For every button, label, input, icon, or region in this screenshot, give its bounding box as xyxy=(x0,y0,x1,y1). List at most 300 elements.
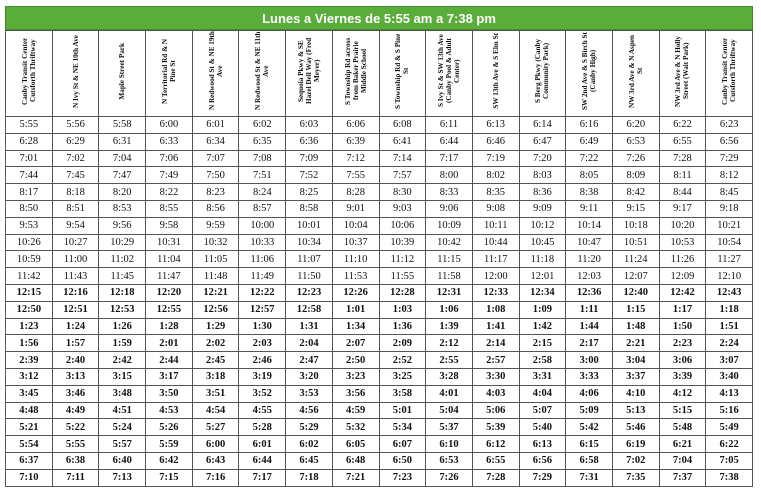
time-cell: 8:24 xyxy=(239,184,286,201)
timetable-header-row xyxy=(6,31,753,117)
time-cell: 11:53 xyxy=(332,268,379,285)
time-cell: 10:33 xyxy=(239,234,286,251)
time-cell: 1:50 xyxy=(659,318,706,335)
time-cell: 6:16 xyxy=(566,117,613,134)
time-cell: 7:08 xyxy=(239,150,286,167)
time-cell: 10:14 xyxy=(566,217,613,234)
time-cell: 7:17 xyxy=(239,469,286,486)
column-header-label: Canby Transit Center Cutsforth Thriftway xyxy=(20,37,37,105)
time-cell: 5:34 xyxy=(379,419,426,436)
time-cell: 3:15 xyxy=(99,368,146,385)
time-cell: 9:08 xyxy=(472,200,519,217)
time-cell: 3:56 xyxy=(332,385,379,402)
time-cell: 4:51 xyxy=(99,402,146,419)
time-cell: 8:05 xyxy=(566,167,613,184)
time-cell: 4:59 xyxy=(332,402,379,419)
time-cell: 6:48 xyxy=(332,452,379,469)
time-cell: 9:09 xyxy=(519,200,566,217)
time-cell: 1:26 xyxy=(99,318,146,335)
time-cell: 7:11 xyxy=(52,469,99,486)
time-cell: 2:04 xyxy=(286,335,333,352)
time-cell: 7:37 xyxy=(659,469,706,486)
time-cell: 3:31 xyxy=(519,368,566,385)
table-row xyxy=(6,133,753,150)
time-cell: 1:34 xyxy=(332,318,379,335)
time-cell: 7:10 xyxy=(6,469,53,486)
time-cell: 2:39 xyxy=(6,352,53,369)
table-row xyxy=(6,251,753,268)
time-cell: 6:56 xyxy=(519,452,566,469)
column-header-label: SW 2nd Ave & S Birch St (Canby High) xyxy=(581,32,598,110)
time-cell: 11:00 xyxy=(52,251,99,268)
time-cell: 8:03 xyxy=(519,167,566,184)
time-cell: 3:50 xyxy=(146,385,193,402)
time-cell: 7:14 xyxy=(379,150,426,167)
time-cell: 11:20 xyxy=(566,251,613,268)
time-cell: 3:23 xyxy=(332,368,379,385)
time-cell: 9:58 xyxy=(146,217,193,234)
column-header xyxy=(659,31,706,117)
time-cell: 6:29 xyxy=(52,133,99,150)
time-cell: 8:38 xyxy=(566,184,613,201)
time-cell: 4:13 xyxy=(706,385,753,402)
time-cell: 4:55 xyxy=(239,402,286,419)
time-cell: 5:28 xyxy=(239,419,286,436)
column-header xyxy=(99,31,146,117)
time-cell: 5:46 xyxy=(612,419,659,436)
time-cell: 6:47 xyxy=(519,133,566,150)
time-cell: 5:49 xyxy=(706,419,753,436)
table-row xyxy=(6,368,753,385)
time-cell: 5:55 xyxy=(52,436,99,453)
time-cell: 1:48 xyxy=(612,318,659,335)
time-cell: 5:04 xyxy=(426,402,473,419)
time-cell: 6:13 xyxy=(472,117,519,134)
time-cell: 3:25 xyxy=(379,368,426,385)
time-cell: 12:16 xyxy=(52,284,99,301)
time-cell: 6:40 xyxy=(99,452,146,469)
time-cell: 9:56 xyxy=(99,217,146,234)
time-cell: 7:29 xyxy=(706,150,753,167)
time-cell: 7:28 xyxy=(659,150,706,167)
column-header xyxy=(706,31,753,117)
time-cell: 9:01 xyxy=(332,200,379,217)
column-header xyxy=(519,31,566,117)
time-cell: 2:42 xyxy=(99,352,146,369)
time-cell: 8:33 xyxy=(426,184,473,201)
time-cell: 2:23 xyxy=(659,335,706,352)
time-cell: 11:43 xyxy=(52,268,99,285)
time-cell: 5:32 xyxy=(332,419,379,436)
column-header xyxy=(146,31,193,117)
time-cell: 7:09 xyxy=(286,150,333,167)
time-cell: 7:07 xyxy=(192,150,239,167)
column-header-label: Canby Transit Center Cutsforth Thriftway xyxy=(721,37,738,105)
time-cell: 7:50 xyxy=(192,167,239,184)
time-cell: 10:26 xyxy=(6,234,53,251)
time-cell: 7:01 xyxy=(6,150,53,167)
time-cell: 6:13 xyxy=(519,436,566,453)
time-cell: 6:05 xyxy=(332,436,379,453)
time-cell: 3:46 xyxy=(52,385,99,402)
time-cell: 9:06 xyxy=(426,200,473,217)
column-header xyxy=(566,31,613,117)
time-cell: 11:02 xyxy=(99,251,146,268)
time-cell: 6:53 xyxy=(612,133,659,150)
time-cell: 6:44 xyxy=(426,133,473,150)
time-cell: 10:06 xyxy=(379,217,426,234)
time-cell: 10:42 xyxy=(426,234,473,251)
time-cell: 5:56 xyxy=(52,117,99,134)
time-cell: 6:44 xyxy=(239,452,286,469)
time-cell: 6:31 xyxy=(99,133,146,150)
column-header-label: Maple Street Park xyxy=(118,42,127,100)
time-cell: 5:06 xyxy=(472,402,519,419)
time-cell: 7:45 xyxy=(52,167,99,184)
time-cell: 5:13 xyxy=(612,402,659,419)
time-cell: 9:15 xyxy=(612,200,659,217)
time-cell: 6:19 xyxy=(612,436,659,453)
time-cell: 1:06 xyxy=(426,301,473,318)
time-cell: 10:04 xyxy=(332,217,379,234)
time-cell: 3:18 xyxy=(192,368,239,385)
time-cell: 11:55 xyxy=(379,268,426,285)
column-header xyxy=(332,31,379,117)
time-cell: 1:44 xyxy=(566,318,613,335)
time-cell: 7:02 xyxy=(52,150,99,167)
table-row xyxy=(6,167,753,184)
time-cell: 2:07 xyxy=(332,335,379,352)
time-cell: 10:00 xyxy=(239,217,286,234)
time-cell: 7:26 xyxy=(612,150,659,167)
time-cell: 11:10 xyxy=(332,251,379,268)
table-row xyxy=(6,436,753,453)
time-cell: 6:03 xyxy=(286,117,333,134)
time-cell: 10:27 xyxy=(52,234,99,251)
time-cell: 11:05 xyxy=(192,251,239,268)
timetable-body xyxy=(6,117,753,487)
time-cell: 7:05 xyxy=(706,452,753,469)
time-cell: 12:36 xyxy=(566,284,613,301)
time-cell: 5:01 xyxy=(379,402,426,419)
time-cell: 10:18 xyxy=(612,217,659,234)
time-cell: 12:18 xyxy=(99,284,146,301)
time-cell: 9:53 xyxy=(6,217,53,234)
time-cell: 10:20 xyxy=(659,217,706,234)
time-cell: 6:50 xyxy=(379,452,426,469)
time-cell: 1:30 xyxy=(239,318,286,335)
time-cell: 3:33 xyxy=(566,368,613,385)
time-cell: 1:29 xyxy=(192,318,239,335)
time-cell: 1:28 xyxy=(146,318,193,335)
time-cell: 6:35 xyxy=(239,133,286,150)
time-cell: 6:58 xyxy=(566,452,613,469)
time-cell: 4:49 xyxy=(52,402,99,419)
time-cell: 12:28 xyxy=(379,284,426,301)
time-cell: 1:24 xyxy=(52,318,99,335)
time-cell: 7:04 xyxy=(99,150,146,167)
time-cell: 8:00 xyxy=(426,167,473,184)
time-cell: 10:51 xyxy=(612,234,659,251)
column-header-label: N Redwood St & NE 19th Ave xyxy=(207,31,224,111)
time-cell: 10:09 xyxy=(426,217,473,234)
time-cell: 7:19 xyxy=(472,150,519,167)
time-cell: 8:57 xyxy=(239,200,286,217)
time-cell: 3:30 xyxy=(472,368,519,385)
time-cell: 2:15 xyxy=(519,335,566,352)
time-cell: 7:47 xyxy=(99,167,146,184)
time-cell: 10:31 xyxy=(146,234,193,251)
column-header-label: S Ivy St & SW 13th Ave (Canby Pool & Adult Center) xyxy=(437,34,462,108)
time-cell: 6:34 xyxy=(192,133,239,150)
time-cell: 7:55 xyxy=(332,167,379,184)
time-cell: 6:06 xyxy=(332,117,379,134)
time-cell: 10:34 xyxy=(286,234,333,251)
time-cell: 12:58 xyxy=(286,301,333,318)
time-cell: 1:57 xyxy=(52,335,99,352)
table-row xyxy=(6,318,753,335)
time-cell: 8:12 xyxy=(706,167,753,184)
column-header-label: N Ivy St & NE 10th Ave xyxy=(71,34,80,108)
time-cell: 12:31 xyxy=(426,284,473,301)
time-cell: 2:45 xyxy=(192,352,239,369)
time-cell: 3:58 xyxy=(379,385,426,402)
time-cell: 7:02 xyxy=(612,452,659,469)
time-cell: 6:36 xyxy=(286,133,333,150)
table-row xyxy=(6,150,753,167)
time-cell: 11:15 xyxy=(426,251,473,268)
time-cell: 3:04 xyxy=(612,352,659,369)
time-cell: 10:39 xyxy=(379,234,426,251)
time-cell: 2:09 xyxy=(379,335,426,352)
time-cell: 12:03 xyxy=(566,268,613,285)
time-cell: 7:15 xyxy=(146,469,193,486)
time-cell: 3:51 xyxy=(192,385,239,402)
time-cell: 8:28 xyxy=(332,184,379,201)
table-row xyxy=(6,301,753,318)
column-header-label: SW 13th Ave & S Elm St xyxy=(491,33,500,109)
time-cell: 6:00 xyxy=(146,117,193,134)
time-cell: 8:25 xyxy=(286,184,333,201)
time-cell: 2:03 xyxy=(239,335,286,352)
time-cell: 7:51 xyxy=(239,167,286,184)
time-cell: 1:01 xyxy=(332,301,379,318)
time-cell: 10:59 xyxy=(6,251,53,268)
time-cell: 11:04 xyxy=(146,251,193,268)
time-cell: 4:03 xyxy=(472,385,519,402)
time-cell: 8:44 xyxy=(659,184,706,201)
time-cell: 10:32 xyxy=(192,234,239,251)
column-header-label: N Territorial Rd & N Pine St xyxy=(160,38,177,104)
time-cell: 7:52 xyxy=(286,167,333,184)
time-cell: 6:12 xyxy=(472,436,519,453)
time-cell: 6:49 xyxy=(566,133,613,150)
time-cell: 1:23 xyxy=(6,318,53,335)
time-cell: 8:45 xyxy=(706,184,753,201)
time-cell: 7:29 xyxy=(519,469,566,486)
time-cell: 1:31 xyxy=(286,318,333,335)
time-cell: 11:06 xyxy=(239,251,286,268)
time-cell: 1:51 xyxy=(706,318,753,335)
time-cell: 2:55 xyxy=(426,352,473,369)
time-cell: 4:10 xyxy=(612,385,659,402)
time-cell: 10:29 xyxy=(99,234,146,251)
time-cell: 12:22 xyxy=(239,284,286,301)
time-cell: 12:57 xyxy=(239,301,286,318)
time-cell: 8:30 xyxy=(379,184,426,201)
time-cell: 2:47 xyxy=(286,352,333,369)
column-header-label: S Berg Pkwy (Canby Community Park) xyxy=(534,38,551,104)
time-cell: 12:42 xyxy=(659,284,706,301)
table-row xyxy=(6,284,753,301)
time-cell: 10:01 xyxy=(286,217,333,234)
column-header xyxy=(426,31,473,117)
time-cell: 5:54 xyxy=(6,436,53,453)
time-cell: 10:47 xyxy=(566,234,613,251)
time-cell: 7:04 xyxy=(659,452,706,469)
time-cell: 8:23 xyxy=(192,184,239,201)
time-cell: 7:44 xyxy=(6,167,53,184)
time-cell: 6:07 xyxy=(379,436,426,453)
table-row xyxy=(6,200,753,217)
table-row xyxy=(6,352,753,369)
time-cell: 8:53 xyxy=(99,200,146,217)
time-cell: 5:29 xyxy=(286,419,333,436)
time-cell: 1:56 xyxy=(6,335,53,352)
time-cell: 9:17 xyxy=(659,200,706,217)
time-cell: 7:57 xyxy=(379,167,426,184)
time-cell: 11:24 xyxy=(612,251,659,268)
time-cell: 11:17 xyxy=(472,251,519,268)
time-cell: 12:01 xyxy=(519,268,566,285)
time-cell: 6:56 xyxy=(706,133,753,150)
time-cell: 7:38 xyxy=(706,469,753,486)
time-cell: 6:22 xyxy=(659,117,706,134)
time-cell: 7:17 xyxy=(426,150,473,167)
time-cell: 11:18 xyxy=(519,251,566,268)
time-cell: 8:11 xyxy=(659,167,706,184)
schedule-container xyxy=(5,6,753,487)
time-cell: 6:23 xyxy=(706,117,753,134)
time-cell: 3:06 xyxy=(659,352,706,369)
time-cell: 8:42 xyxy=(612,184,659,201)
time-cell: 3:39 xyxy=(659,368,706,385)
time-cell: 6:21 xyxy=(659,436,706,453)
time-cell: 6:10 xyxy=(426,436,473,453)
time-cell: 3:48 xyxy=(99,385,146,402)
time-cell: 7:31 xyxy=(566,469,613,486)
time-cell: 3:52 xyxy=(239,385,286,402)
time-cell: 12:09 xyxy=(659,268,706,285)
time-cell: 12:21 xyxy=(192,284,239,301)
time-cell: 12:51 xyxy=(52,301,99,318)
time-cell: 3:53 xyxy=(286,385,333,402)
time-cell: 1:41 xyxy=(472,318,519,335)
time-cell: 12:26 xyxy=(332,284,379,301)
time-cell: 10:37 xyxy=(332,234,379,251)
time-cell: 1:39 xyxy=(426,318,473,335)
time-cell: 6:38 xyxy=(52,452,99,469)
time-cell: 7:22 xyxy=(566,150,613,167)
time-cell: 1:15 xyxy=(612,301,659,318)
time-cell: 2:50 xyxy=(332,352,379,369)
time-cell: 12:15 xyxy=(6,284,53,301)
time-cell: 4:06 xyxy=(566,385,613,402)
time-cell: 5:37 xyxy=(426,419,473,436)
time-cell: 5:42 xyxy=(566,419,613,436)
time-cell: 6:08 xyxy=(379,117,426,134)
time-cell: 5:16 xyxy=(706,402,753,419)
time-cell: 2:21 xyxy=(612,335,659,352)
time-cell: 10:54 xyxy=(706,234,753,251)
column-header xyxy=(6,31,53,117)
time-cell: 12:50 xyxy=(6,301,53,318)
column-header xyxy=(612,31,659,117)
time-cell: 9:18 xyxy=(706,200,753,217)
time-cell: 7:16 xyxy=(192,469,239,486)
time-cell: 11:49 xyxy=(239,268,286,285)
time-cell: 8:50 xyxy=(6,200,53,217)
column-header-label: S Township Rd & S Pine St xyxy=(394,33,411,109)
time-cell: 6:11 xyxy=(426,117,473,134)
column-header-label: S Township Rd across from Baker Prairie Middle School xyxy=(343,37,368,105)
time-cell: 8:36 xyxy=(519,184,566,201)
time-cell: 3:40 xyxy=(706,368,753,385)
time-cell: 6:41 xyxy=(379,133,426,150)
time-cell: 5:40 xyxy=(519,419,566,436)
time-cell: 6:15 xyxy=(566,436,613,453)
time-cell: 6:20 xyxy=(612,117,659,134)
time-cell: 6:02 xyxy=(239,117,286,134)
schedule-title: Lunes a Viernes de 5:55 am a 7:38 pm xyxy=(5,6,753,30)
time-cell: 11:45 xyxy=(99,268,146,285)
time-cell: 4:53 xyxy=(146,402,193,419)
time-cell: 11:48 xyxy=(192,268,239,285)
time-cell: 12:34 xyxy=(519,284,566,301)
time-cell: 6:39 xyxy=(332,133,379,150)
time-cell: 12:53 xyxy=(99,301,146,318)
table-row xyxy=(6,184,753,201)
time-cell: 3:00 xyxy=(566,352,613,369)
time-cell: 8:56 xyxy=(192,200,239,217)
time-cell: 7:18 xyxy=(286,469,333,486)
timetable xyxy=(5,30,753,487)
time-cell: 5:27 xyxy=(192,419,239,436)
time-cell: 3:28 xyxy=(426,368,473,385)
time-cell: 3:17 xyxy=(146,368,193,385)
time-cell: 9:03 xyxy=(379,200,426,217)
time-cell: 12:43 xyxy=(706,284,753,301)
time-cell: 10:44 xyxy=(472,234,519,251)
time-cell: 6:55 xyxy=(659,133,706,150)
time-cell: 7:23 xyxy=(379,469,426,486)
time-cell: 5:15 xyxy=(659,402,706,419)
time-cell: 10:53 xyxy=(659,234,706,251)
time-cell: 6:42 xyxy=(146,452,193,469)
time-cell: 6:53 xyxy=(426,452,473,469)
table-row xyxy=(6,335,753,352)
time-cell: 2:52 xyxy=(379,352,426,369)
time-cell: 9:54 xyxy=(52,217,99,234)
time-cell: 10:21 xyxy=(706,217,753,234)
time-cell: 3:45 xyxy=(6,385,53,402)
time-cell: 3:13 xyxy=(52,368,99,385)
time-cell: 12:33 xyxy=(472,284,519,301)
time-cell: 8:35 xyxy=(472,184,519,201)
time-cell: 8:55 xyxy=(146,200,193,217)
time-cell: 4:01 xyxy=(426,385,473,402)
time-cell: 12:55 xyxy=(146,301,193,318)
